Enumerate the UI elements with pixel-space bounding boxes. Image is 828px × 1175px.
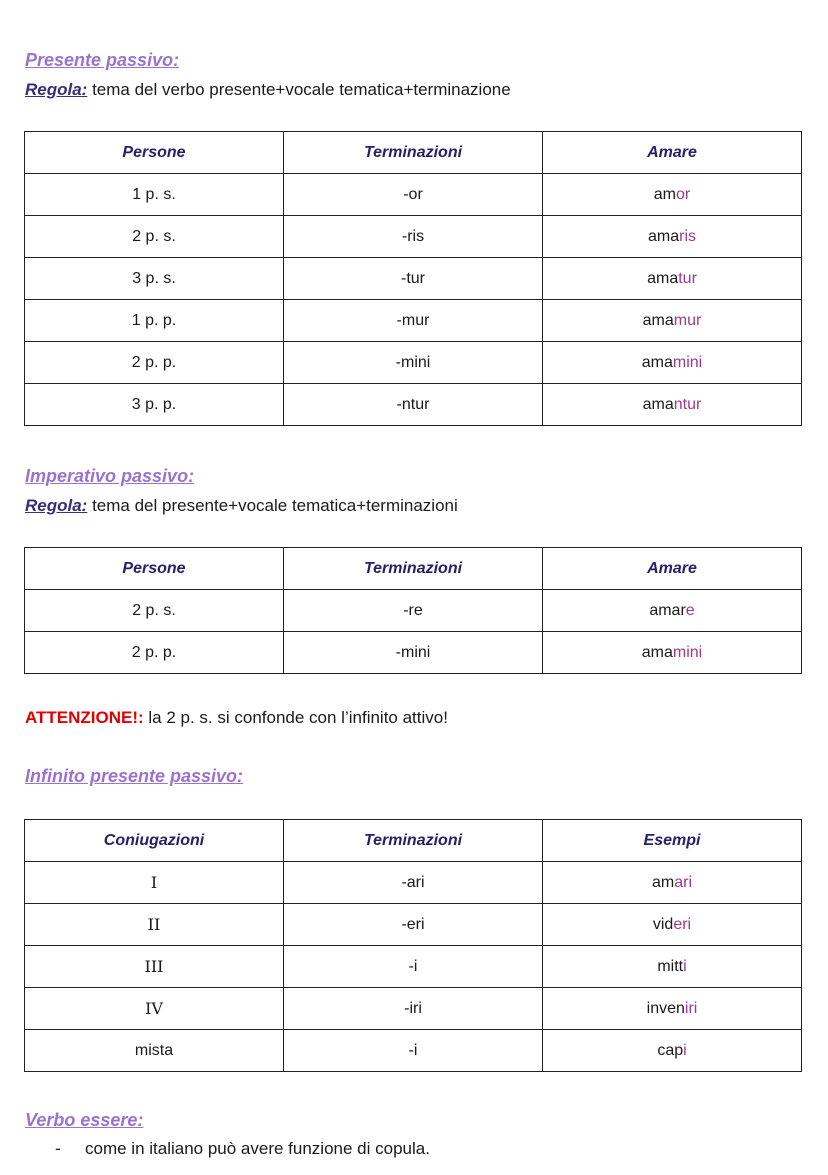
form-suffix: or [676,185,691,203]
form-suffix: e [685,601,695,619]
table-row [25,946,802,988]
cell-persona: 3 p. s. [25,258,284,300]
cell-persona: 2 p. s. [25,590,284,632]
form-suffix: i [683,957,687,975]
header-amare: Amare [543,132,802,174]
cell-term: -ari [284,862,543,904]
rule-label: Regola: [25,80,88,99]
imperativo-title: Imperativo passivo: [25,466,195,486]
header-terminazioni: Terminazioni [284,820,543,862]
attention-note [25,708,448,728]
cell-term: -ris [284,216,543,258]
table-header-row [25,548,802,590]
cell-term: -eri [284,904,543,946]
header-terminazioni: Terminazioni [284,132,543,174]
table-row [25,632,802,674]
cell-term: -i [284,946,543,988]
table-header-row [25,820,802,862]
cell-term: -re [284,590,543,632]
header-terminazioni: Terminazioni [284,548,543,590]
cell-persona: 2 p. p. [25,632,284,674]
header-persone: Persone [25,132,284,174]
cell-form [543,946,802,988]
form-stem: cap [657,1041,684,1059]
table-row [25,258,802,300]
header-coniugazioni: Coniugazioni [25,820,284,862]
form-suffix: tur [678,269,697,287]
cell-form [543,342,802,384]
essere-bullet [55,1139,430,1159]
form-stem: ama [642,395,674,413]
cell-form [543,988,802,1030]
table-row [25,300,802,342]
table-row [25,862,802,904]
form-stem: ama [641,643,673,661]
cell-coniugazione: I [25,862,284,904]
cell-term: -or [284,174,543,216]
table-row [25,384,802,426]
form-stem: inven [646,999,685,1017]
cell-persona: 1 p. s. [25,174,284,216]
table-row [25,216,802,258]
form-suffix: ari [674,873,692,891]
cell-form [543,174,802,216]
bullet-text: come in italiano può avere funzione di copula. [85,1139,430,1158]
cell-form [543,862,802,904]
form-suffix: mini [672,643,703,661]
rule-label: Regola: [25,496,88,515]
form-suffix: ris [679,227,696,245]
form-suffix: mur [673,311,702,329]
form-stem: ama [647,227,680,245]
form-suffix: iri [684,999,698,1017]
imperativo-table [24,547,802,674]
cell-coniugazione: mista [25,1030,284,1072]
attention-text: la 2 p. s. si confonde con l’infinito attivo! [143,708,448,727]
form-suffix: mini [672,353,703,371]
table-row [25,988,802,1030]
attention-label: ATTENZIONE!: [25,708,144,727]
cell-coniugazione: III [25,946,284,988]
form-stem: am [651,873,675,891]
cell-term: -tur [284,258,543,300]
header-esempi: Esempi [543,820,802,862]
infinito-table [24,819,802,1072]
form-suffix: i [683,1041,687,1059]
table-row [25,1030,802,1072]
cell-form [543,384,802,426]
cell-term: -mini [284,632,543,674]
cell-coniugazione: IV [25,988,284,1030]
cell-persona: 1 p. p. [25,300,284,342]
cell-coniugazione: II [25,904,284,946]
imperativo-rule [25,496,458,516]
form-stem: am [653,185,676,203]
presente-table [24,131,802,426]
infinito-title: Infinito presente passivo: [25,766,244,786]
form-stem: vid [652,915,674,933]
cell-persona: 2 p. s. [25,216,284,258]
form-stem: ama [647,269,679,287]
cell-form [543,216,802,258]
form-stem: amar [649,601,686,619]
header-amare: Amare [543,548,802,590]
header-persone: Persone [25,548,284,590]
form-stem: mitt [657,957,684,975]
cell-term: -ntur [284,384,543,426]
table-row [25,174,802,216]
cell-term: -mini [284,342,543,384]
essere-title: Verbo essere: [25,1110,144,1130]
presente-title: Presente passivo: [25,50,180,70]
table-header-row [25,132,802,174]
rule-text: tema del presente+vocale tematica+terminazioni [87,496,458,515]
table-row [25,904,802,946]
table-row [25,342,802,384]
cell-term: -iri [284,988,543,1030]
table-row [25,590,802,632]
cell-form [543,1030,802,1072]
cell-term: -mur [284,300,543,342]
cell-form [543,300,802,342]
form-suffix: ntur [673,395,702,413]
cell-form [543,904,802,946]
cell-form [543,632,802,674]
bullet-dash: - [55,1139,61,1158]
form-suffix: eri [673,915,692,933]
cell-form [543,258,802,300]
presente-rule [25,80,511,100]
cell-persona: 2 p. p. [25,342,284,384]
form-stem: ama [641,353,673,371]
cell-form [543,590,802,632]
cell-persona: 3 p. p. [25,384,284,426]
cell-term: -i [284,1030,543,1072]
rule-text: tema del verbo presente+vocale tematica+terminazione [87,80,511,99]
form-stem: ama [642,311,674,329]
